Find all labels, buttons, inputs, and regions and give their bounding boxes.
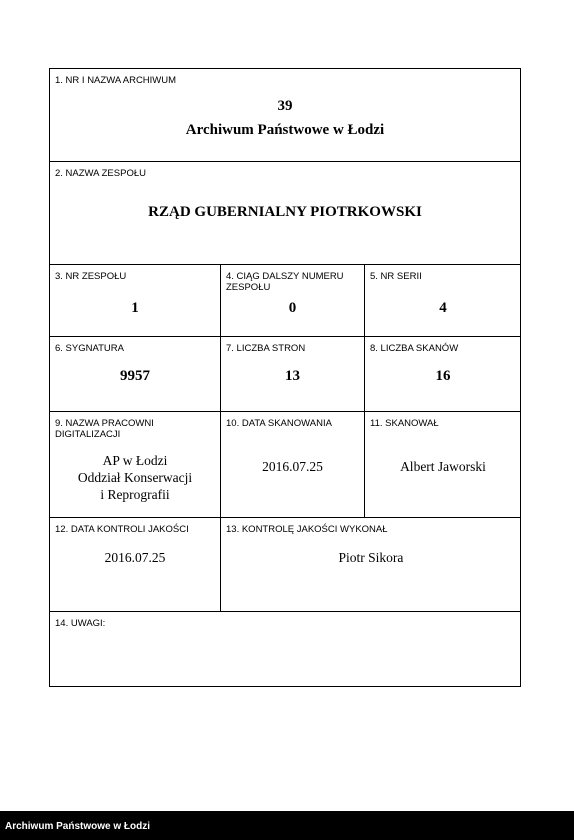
qc-date-label: 12. DATA KONTROLI JAKOŚCI xyxy=(55,524,189,535)
scanned-by-cell xyxy=(364,412,521,517)
counts-row xyxy=(50,337,520,412)
remarks-row xyxy=(50,612,520,686)
signature-value: 9957 xyxy=(120,368,150,384)
archive-name: Archiwum Państwowe w Łodzi xyxy=(185,122,385,138)
qc-date-cell xyxy=(50,518,220,611)
fonds-continuation-value: 0 xyxy=(288,300,297,316)
numbers-row xyxy=(50,265,520,337)
qc-by-label: 13. KONTROLĘ JAKOŚCI WYKONAŁ xyxy=(226,524,388,535)
fonds-name-label: 2. NAZWA ZESPOŁU xyxy=(55,168,146,179)
fonds-number-value: 1 xyxy=(131,300,139,316)
series-number-value: 4 xyxy=(439,300,447,316)
metadata-sheet xyxy=(49,68,521,687)
scan-date-label: 10. DATA SKANOWANIA xyxy=(226,418,332,429)
series-number-cell xyxy=(364,265,521,336)
workshop-label: 9. NAZWA PRACOWNI DIGITALIZACJI xyxy=(55,418,154,440)
workshop-cell xyxy=(50,412,220,517)
footer-text: Archiwum Państwowe w Łodzi xyxy=(5,821,151,832)
scans-count-value: 16 xyxy=(435,368,451,384)
qc-by-value: Piotr Sikora xyxy=(338,550,404,565)
pages-count-value: 13 xyxy=(285,368,300,384)
scan-date-value: 2016.07.25 xyxy=(262,459,323,474)
scanned-by-value: Albert Jaworski xyxy=(400,459,486,474)
qc-date-value: 2016.07.25 xyxy=(104,550,166,565)
scans-count-cell xyxy=(364,337,521,411)
fonds-number-label: 3. NR ZESPOŁU xyxy=(55,271,127,282)
fonds-name-row xyxy=(50,162,520,265)
fonds-number-cell xyxy=(50,265,220,336)
workshop-line-3: i Reprografii xyxy=(100,487,170,502)
remarks-label: 14. UWAGI: xyxy=(55,618,106,629)
workshop-line-2: Oddział Konserwacji xyxy=(77,470,193,485)
remarks-cell xyxy=(50,612,520,686)
scanned-by-label: 11. SKANOWAŁ xyxy=(370,418,439,429)
archive-cell xyxy=(50,69,520,161)
archive-row xyxy=(50,69,520,162)
footer-bar xyxy=(0,811,574,840)
pages-count-cell xyxy=(220,337,364,411)
archive-label: 1. NR I NAZWA ARCHIWUM xyxy=(55,75,177,86)
fonds-name-value: RZĄD GUBERNIALNY PIOTRKOWSKI xyxy=(148,204,422,220)
fonds-continuation-cell xyxy=(220,265,364,336)
pages-count-label: 7. LICZBA STRON xyxy=(226,343,306,354)
signature-label: 6. SYGNATURA xyxy=(55,343,124,354)
workshop-line-1: AP w Łodzi xyxy=(102,453,168,468)
archive-number: 39 xyxy=(277,98,293,114)
fonds-continuation-label: 4. CIĄG DALSZY NUMERU ZESPOŁU xyxy=(226,271,344,293)
fonds-name-cell xyxy=(50,162,520,264)
series-number-label: 5. NR SERII xyxy=(370,271,422,282)
scans-count-label: 8. LICZBA SKANÓW xyxy=(370,343,459,354)
quality-control-row xyxy=(50,518,520,612)
scan-date-cell xyxy=(220,412,364,517)
qc-by-cell xyxy=(220,518,521,611)
digitization-row xyxy=(50,412,520,518)
signature-cell xyxy=(50,337,220,411)
